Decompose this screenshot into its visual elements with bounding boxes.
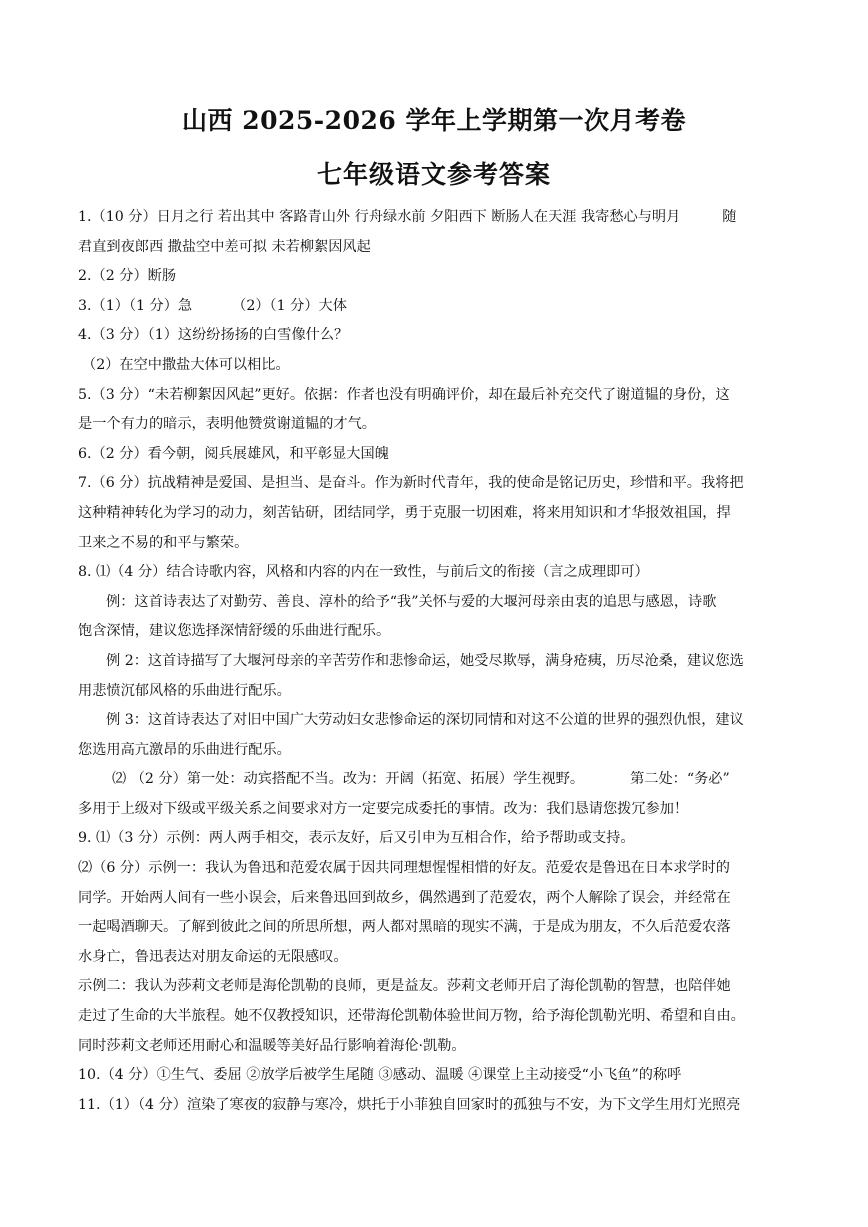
answer-line: 卫来之不易的和平与繁荣。 bbox=[78, 534, 249, 551]
answer-line: 10.（4 分）①生气、委屈 ②放学后被学生尾随 ③感动、温暖 ④课堂上主动接受“小飞鱼”的称呼 bbox=[78, 1067, 682, 1084]
answer-line: 8. ⑴（4 分）结合诗歌内容，风格和内容的内在一致性，与前后文的衔接（言之成理即可） bbox=[78, 564, 649, 581]
answer-line: 水身亡，鲁迅表达对朋友命运的无限感叹。 bbox=[78, 948, 348, 965]
answer-line: 君直到夜郎西 撒盐空中差可拟 未若柳絮因风起 bbox=[78, 238, 371, 255]
answer-line: 例 3：这首诗表达了对旧中国广大劳动妇女悲惨命运的深切同情和对这不公道的世界的强烈仇恨，建议 bbox=[106, 712, 744, 729]
answer-line: 示例二：我认为莎莉文老师是海伦凯勒的良师，更是益友。莎莉文老师开启了海伦凯勒的智慧，也陪伴她 bbox=[78, 978, 731, 995]
answer-line: 同学。开始两人间有一些小误会，后来鲁迅回到故乡，偶然遇到了范爱农，两个人解除了误会，并经常在 bbox=[78, 889, 731, 906]
answer-subtitle: 七年级语文参考答案 bbox=[316, 160, 551, 189]
answer-line: 饱含深情，建议您选择深情舒缓的乐曲进行配乐。 bbox=[78, 623, 391, 640]
answer-line: 这种精神转化为学习的动力，刻苦钻研，团结同学，勇于克服一切困难，将来用知识和才华报效祖国，捍 bbox=[78, 504, 731, 521]
answer-line: 例 2：这首诗描写了大堰河母亲的辛苦劳作和悲惨命运，她受尽欺辱，满身疮痍，历尽沧桑，建议您选 bbox=[106, 652, 744, 669]
answer-line: 例：这首诗表达了对勤劳、善良、淳朴的给予“我”关怀与爱的大堰河母亲由衷的追思与感恩，诗歌 bbox=[106, 593, 717, 610]
answer-line: 是一个有力的暗示，表明他赞赏谢道韫的才气。 bbox=[78, 416, 376, 433]
answer-line: 同时莎莉文老师还用耐心和温暖等美好品行影响着海伦·凯勒。 bbox=[78, 1037, 466, 1054]
answer-line: ⑵（6 分）示例一：我认为鲁迅和范爱农属于因共同理想惺惺相惜的好友。范爱农是鲁迅在日本求学时的 bbox=[78, 860, 730, 877]
answer-line: 2.（2 分）断肠 bbox=[78, 268, 177, 285]
answer-line: 3.（1）（1 分）急 （2）（1 分）大体 bbox=[78, 297, 347, 314]
exam-title: 山西 2025-2026 学年上学期第一次月考卷 bbox=[182, 106, 686, 135]
answer-line: 一起喝酒聊天。了解到彼此之间的所思所想，两人都对黑暗的现实不满，于是成为朋友，不久后范爱农落 bbox=[78, 919, 731, 936]
answer-line: 4.（3 分）（1）这纷纷扬扬的白雪像什么？ bbox=[78, 327, 349, 344]
answer-line: 走过了生命的大半旅程。她不仅教授知识，还带海伦凯勒体验世间万物，给予海伦凯勒光明、希望和自由。 bbox=[78, 1008, 745, 1025]
answer-line: 1.（10 分）日月之行 若出其中 客路青山外 行舟绿水前 夕阳西下 断肠人在天涯 我寄愁心与明月 随 bbox=[78, 209, 737, 225]
answer-line: 9. ⑴（3 分）示例：两人两手相交，表示友好，后又引申为互相合作，给予帮助或支持。 bbox=[78, 830, 635, 847]
answer-line: 7.（6 分）抗战精神是爱国、是担当、是奋斗。作为新时代青年，我的使命是铭记历史，珍惜和平。我将把 bbox=[78, 475, 744, 492]
answer-line: 用悲愤沉郁风格的乐曲进行配乐。 bbox=[78, 682, 291, 699]
answer-line: 5.（3 分）“未若柳絮因风起”更好。依据：作者也没有明确评价，却在最后补充交代了谢道韫的身份，这 bbox=[78, 386, 730, 403]
answer-line: 6.（2 分）看今朝，阅兵展雄风，和平彰显大国魄 bbox=[78, 445, 389, 462]
answer-body bbox=[78, 203, 790, 1120]
answer-line: ⑵ （2 分）第一处：动宾搭配不当。改为：开阔（拓宽、拓展）学生视野。 第二处：“务必” bbox=[112, 771, 730, 788]
answer-line: 11.（1）（4 分）渲染了寒夜的寂静与寒冷，烘托于小菲独自回家时的孤独与不安，为下文学生用灯光照亮 bbox=[78, 1096, 741, 1113]
answer-line: （2）在空中撒盐大体可以相比。 bbox=[82, 356, 290, 373]
answer-line: 多用于上级对下级或平级关系之间要求对方一定要完成委托的事情。改为：我们恳请您拨冗参加！ bbox=[78, 800, 689, 817]
answer-line: 您选用高亢激昂的乐曲进行配乐。 bbox=[78, 741, 291, 758]
